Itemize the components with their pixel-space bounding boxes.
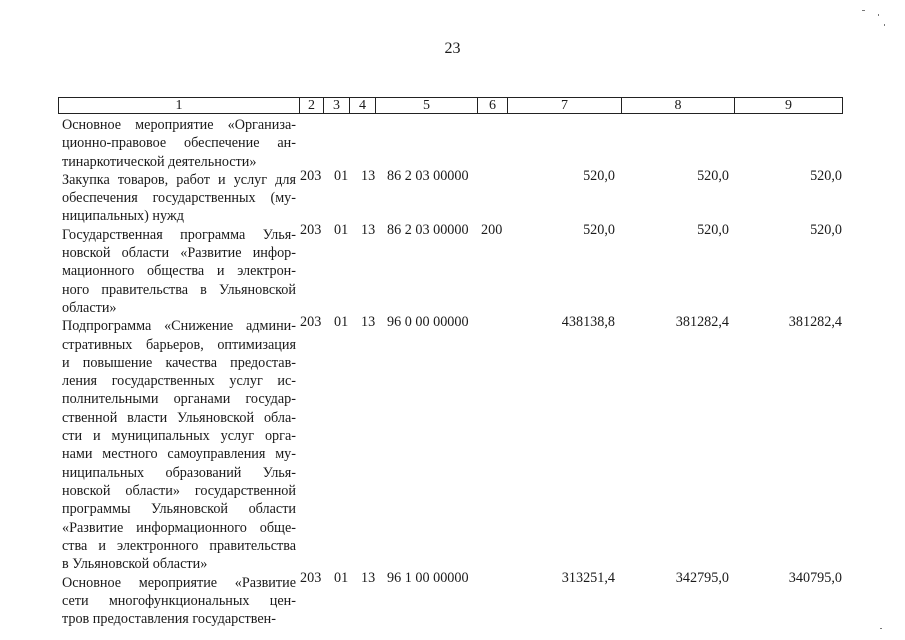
column-header-8: 8 bbox=[621, 98, 734, 113]
cell-col-8: 342795,0 bbox=[675, 570, 729, 587]
cell-col-5: 86 2 03 00000 bbox=[387, 167, 469, 184]
cell-col-4: 13 bbox=[361, 313, 376, 330]
description-line: обеспечения государственных (му- bbox=[62, 190, 296, 207]
page-number: 23 bbox=[444, 40, 461, 57]
cell-col-4: 13 bbox=[361, 222, 376, 239]
row-description bbox=[62, 574, 296, 629]
cell-col-5: 96 1 00 00000 bbox=[387, 570, 469, 587]
description-line: ниципальных образований Улья- bbox=[62, 464, 296, 481]
description-line: Основное мероприятие «Развитие bbox=[62, 574, 296, 591]
cell-col-3: 01 bbox=[334, 570, 349, 587]
column-header-5: 5 bbox=[375, 98, 477, 113]
cell-col-7: 313251,4 bbox=[561, 570, 615, 587]
row-description bbox=[62, 116, 296, 171]
scan-speck bbox=[878, 14, 879, 16]
cell-col-7: 520,0 bbox=[583, 222, 615, 239]
cell-col-9: 520,0 bbox=[810, 222, 842, 239]
cell-col-4: 13 bbox=[361, 167, 376, 184]
description-line: Подпрограмма «Снижение админи- bbox=[62, 318, 296, 335]
cell-col-3: 01 bbox=[334, 167, 349, 184]
cell-col-7: 520,0 bbox=[583, 167, 615, 184]
description-line: тинаркотической деятельности» bbox=[62, 153, 257, 170]
description-line: Закупка товаров, работ и услуг для bbox=[62, 171, 296, 188]
column-header-6: 6 bbox=[477, 98, 507, 113]
description-line: ства и электронного правительства bbox=[62, 537, 296, 554]
scan-speck bbox=[884, 24, 885, 26]
scan-speck bbox=[880, 628, 882, 629]
cell-col-4: 13 bbox=[361, 570, 376, 587]
description-line: «Развитие информационного обще- bbox=[62, 519, 296, 536]
column-header-4: 4 bbox=[349, 98, 375, 113]
cell-col-3: 01 bbox=[334, 313, 349, 330]
description-line: ного правительства в Ульяновской bbox=[62, 281, 296, 298]
description-line: ниципальных) нужд bbox=[62, 208, 184, 225]
cell-col-6: 200 bbox=[481, 222, 503, 239]
cell-col-5: 96 0 00 00000 bbox=[387, 313, 469, 330]
cell-col-7: 438138,8 bbox=[561, 313, 615, 330]
description-line: области» bbox=[62, 299, 117, 316]
column-header-9: 9 bbox=[734, 98, 842, 113]
cell-col-8: 520,0 bbox=[697, 167, 729, 184]
row-description bbox=[62, 226, 296, 317]
description-line: новской области» государственной bbox=[62, 482, 296, 499]
cell-col-8: 520,0 bbox=[697, 222, 729, 239]
description-line: сети многофункциональных цен- bbox=[62, 592, 296, 609]
column-header-3: 3 bbox=[323, 98, 349, 113]
description-line: мационного общества и электрон- bbox=[62, 263, 296, 280]
row-description bbox=[62, 171, 296, 226]
description-line: ционно-правовое обеспечение ан- bbox=[62, 135, 296, 152]
cell-col-8: 381282,4 bbox=[675, 313, 729, 330]
table-header-row bbox=[58, 97, 843, 114]
cell-col-9: 340795,0 bbox=[788, 570, 842, 587]
column-header-2: 2 bbox=[299, 98, 323, 113]
cell-col-2: 203 bbox=[300, 570, 322, 587]
description-line: ственной власти Ульяновской обла- bbox=[62, 409, 296, 426]
description-line: нами местного самоуправления му- bbox=[62, 446, 296, 463]
description-line: программы Ульяновской области bbox=[62, 501, 296, 518]
description-line: в Ульяновской области» bbox=[62, 556, 208, 573]
cell-col-9: 381282,4 bbox=[788, 313, 842, 330]
description-line: тров предоставления государствен- bbox=[62, 611, 276, 628]
column-header-1: 1 bbox=[175, 98, 183, 113]
row-description bbox=[62, 317, 296, 573]
cell-col-3: 01 bbox=[334, 222, 349, 239]
description-line: стративных барьеров, оптимизация bbox=[62, 336, 296, 353]
description-line: Государственная программа Улья- bbox=[62, 226, 296, 243]
cell-col-2: 203 bbox=[300, 313, 322, 330]
scan-speck bbox=[862, 10, 865, 11]
description-line: и повышение качества предостав- bbox=[62, 354, 296, 371]
description-line: новской области «Развитие инфор- bbox=[62, 245, 296, 262]
cell-col-9: 520,0 bbox=[810, 167, 842, 184]
description-line: полнительными органами государ- bbox=[62, 391, 296, 408]
cell-col-2: 203 bbox=[300, 222, 322, 239]
description-line: ления государственных услуг ис- bbox=[62, 373, 296, 390]
column-header-7: 7 bbox=[507, 98, 621, 113]
description-line: Основное мероприятие «Организа- bbox=[62, 117, 296, 133]
cell-col-5: 86 2 03 00000 bbox=[387, 222, 469, 239]
cell-col-2: 203 bbox=[300, 167, 322, 184]
description-line: сти и муниципальных услуг орга- bbox=[62, 428, 296, 445]
